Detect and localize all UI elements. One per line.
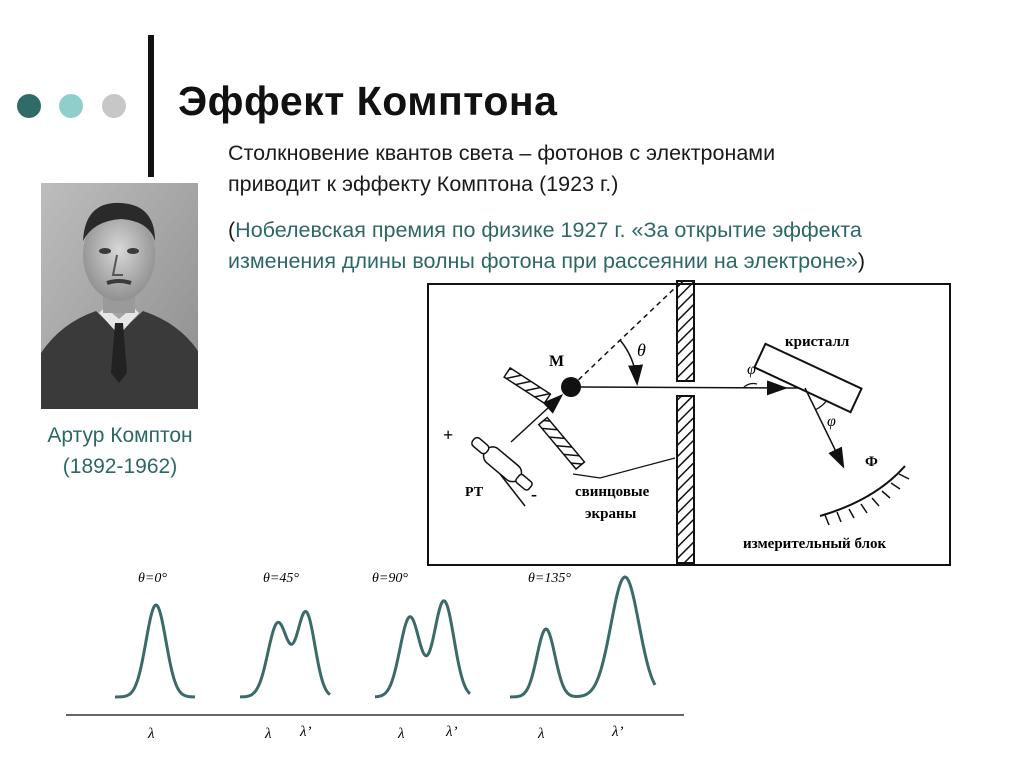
label-screens-2: экраны	[585, 506, 637, 522]
compton-spectra	[60, 560, 700, 750]
spectrum-curve-45	[240, 612, 330, 697]
nav-dot-2	[59, 94, 83, 118]
spectrum-angle-90: θ=90°	[372, 571, 408, 586]
close-paren: )	[857, 249, 866, 273]
nobel-text-1: Нобелевская премия по физике 1927 г. «За открытие эффекта	[235, 218, 862, 242]
label-phi-2: φ	[827, 413, 836, 430]
label-RT: РТ	[465, 485, 484, 500]
label-screens-1: свинцовые	[575, 484, 650, 500]
label-plus: +	[443, 425, 454, 445]
nav-dot-1	[17, 94, 41, 118]
intro-line-2: приводит к эффекту Комптона (1923 г.)	[228, 172, 619, 196]
portrait-caption	[15, 420, 225, 482]
spectrum-angle-0: θ=0°	[138, 571, 167, 586]
portrait-photo	[41, 183, 198, 409]
portrait-name: Артур Комптон	[47, 424, 193, 447]
spectrum-lambda-90: λ	[398, 726, 405, 742]
intro-line-1: Столкновение квантов света – фотонов с электронами	[228, 141, 776, 165]
label-phi-1: φ	[747, 361, 756, 378]
spectrum-lambda-prime-90: λ’	[446, 724, 458, 740]
label-M: M	[549, 353, 565, 370]
nobel-paragraph	[228, 215, 1008, 277]
title-divider	[148, 35, 154, 177]
label-theta: θ	[637, 340, 646, 360]
label-Phi: Ф	[865, 454, 878, 470]
portrait-years: (1892-1962)	[62, 455, 178, 478]
label-crystal: кристалл	[785, 334, 850, 350]
spectrum-lambda-135: λ	[538, 726, 545, 742]
spectrum-curve-90	[375, 601, 470, 697]
lead-wall-upper	[677, 281, 694, 381]
label-meter: измерительный блок	[743, 536, 887, 552]
spectrum-lambda-45: λ	[265, 726, 272, 742]
spectrum-angle-45: θ=45°	[263, 571, 299, 586]
spectrum-curve-135	[510, 577, 655, 697]
nav-dot-3	[102, 94, 126, 118]
nobel-line-1	[228, 215, 1008, 246]
open-paren: (	[228, 218, 236, 242]
spectrum-lambda-prime-45: λ’	[300, 724, 312, 740]
compton-setup-diagram	[425, 278, 955, 568]
spectrum-lambda-0: λ	[148, 726, 155, 742]
scattered-beam	[581, 387, 785, 388]
spectrum-angle-135: θ=135°	[528, 571, 571, 586]
nobel-text-2: изменения длины волны фотона при рассеянии на электроне»	[228, 249, 858, 273]
label-minus: -	[531, 484, 537, 504]
intro-paragraph	[228, 138, 928, 200]
spectrum-lambda-prime-135: λ’	[612, 724, 624, 740]
lead-wall-lower	[677, 396, 694, 563]
spectrum-curve-0	[115, 605, 195, 697]
scatterer-M	[561, 377, 581, 397]
slide-title: Эффект Комптона	[178, 78, 558, 124]
nobel-line-2	[228, 246, 1008, 277]
